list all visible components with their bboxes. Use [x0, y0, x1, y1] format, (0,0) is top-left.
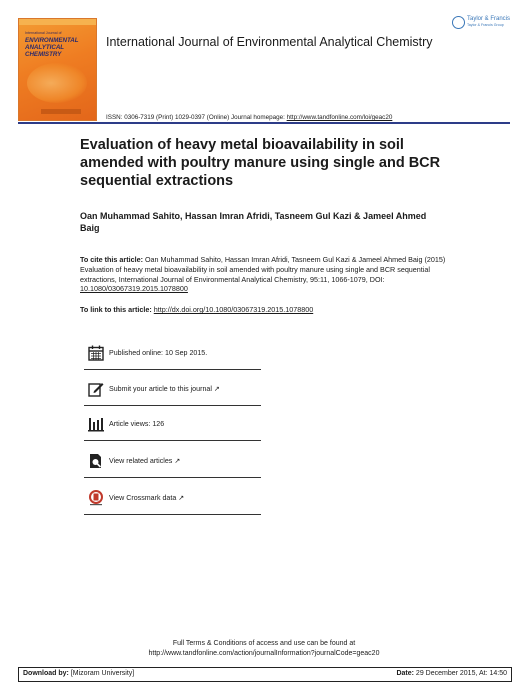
- download-date: [396, 670, 507, 677]
- journal-title[interactable]: International Journal of Environmental Analytical Chemistry: [106, 35, 433, 49]
- row-divider: [84, 440, 261, 441]
- article-views-row: [84, 411, 261, 441]
- header-divider: [18, 122, 510, 124]
- crossmark-row[interactable]: [84, 485, 261, 515]
- article-authors: Oan Muhammad Sahito, Hassan Imran Afridi, Tasneem Gul Kazi & Jameel Ahmed Baig: [80, 211, 427, 233]
- article-link-line: [80, 305, 450, 314]
- article-title: Evaluation of heavy metal bioavailability in soil amended with poultry manure using single and BCR sequential extractions: [80, 137, 441, 189]
- external-link-icon: ↗: [213, 386, 220, 393]
- article-link-label: To link to this article:: [80, 305, 154, 314]
- article-views-label: Article views: 126: [109, 420, 165, 428]
- publisher-tagline: Taylor & Francis Group: [467, 23, 504, 27]
- row-divider: [84, 514, 261, 515]
- cover-title-line: ANALYTICAL: [25, 44, 65, 51]
- cover-title: [25, 37, 91, 58]
- download-by: [23, 670, 134, 677]
- calendar-icon: [88, 345, 104, 361]
- issn-text: ISSN: 0306-7319 (Print) 1029-0397 (Online) Journal homepage:: [106, 114, 287, 121]
- row-divider: [84, 477, 261, 478]
- published-online-label: Published online: 10 Sep 2015.: [109, 349, 208, 357]
- published-online-row: [84, 340, 261, 370]
- citation-label: To cite this article:: [80, 255, 145, 264]
- row-divider: [84, 369, 261, 370]
- journal-homepage-link[interactable]: http://www.tandfonline.com/loi/geac20: [286, 114, 393, 121]
- related-articles-text: View related articles: [109, 457, 173, 465]
- publisher-logo[interactable]: [452, 16, 514, 30]
- cover-title-line: CHEMISTRY: [25, 51, 62, 58]
- cover-artwork: [27, 63, 87, 103]
- journal-cover-image: [18, 18, 97, 121]
- external-link-icon: ↗: [178, 495, 185, 502]
- download-value: [Mizoram University]: [68, 670, 135, 677]
- row-divider: [84, 405, 261, 406]
- edit-icon: [88, 381, 104, 397]
- cover-title-line: ENVIRONMENTAL: [25, 37, 79, 44]
- crossmark-text: View Crossmark data: [109, 494, 177, 502]
- crossmark-icon: [88, 490, 104, 506]
- citation-doi-link[interactable]: 10.1080/03067319.2015.1078800: [80, 284, 188, 294]
- submit-article-row[interactable]: [84, 376, 261, 406]
- submit-article-label[interactable]: [109, 385, 220, 393]
- submit-article-text: Submit your article to this journal: [109, 385, 212, 393]
- search-document-icon: [88, 453, 104, 469]
- terms-line: Full Terms & Conditions of access and use can be found at: [172, 640, 356, 647]
- related-articles-label[interactable]: [109, 457, 180, 465]
- terms-note: [0, 639, 528, 659]
- citation-block: [80, 255, 450, 294]
- crossmark-label[interactable]: [109, 494, 184, 502]
- download-label: Download by:: [23, 670, 69, 677]
- cover-top-band: [19, 19, 96, 25]
- related-articles-row[interactable]: [84, 448, 261, 478]
- date-label: Date:: [396, 670, 414, 677]
- publisher-name: Taylor & Francis: [467, 16, 511, 22]
- cover-top-text: International Journal of: [25, 31, 62, 35]
- external-link-icon: ↗: [174, 458, 181, 465]
- citation-text: Oan Muhammad Sahito, Hassan Imran Afridi, Tasneem Gul Kazi & Jameel Ahmed Baig (2015) Evaluation of heavy metal bioavailability in soil amended with poultry manure using single and BCR sequential extractions, International Journal of Environmental Analytical Chemistry, 95:11, 1066-1079, DOI:: [80, 255, 446, 284]
- taylor-francis-logo-icon: [452, 16, 465, 29]
- download-info-bar: [18, 667, 512, 682]
- bar-chart-icon: [88, 416, 104, 432]
- date-value: 29 December 2015, At: 14:50: [413, 670, 507, 677]
- cover-publisher-strip: [41, 109, 81, 114]
- issn-line: [106, 114, 516, 121]
- terms-url[interactable]: http://www.tandfonline.com/action/journalInformation?journalCode=geac20: [148, 650, 380, 657]
- article-link-url[interactable]: http://dx.doi.org/10.1080/03067319.2015.1078800: [153, 305, 314, 314]
